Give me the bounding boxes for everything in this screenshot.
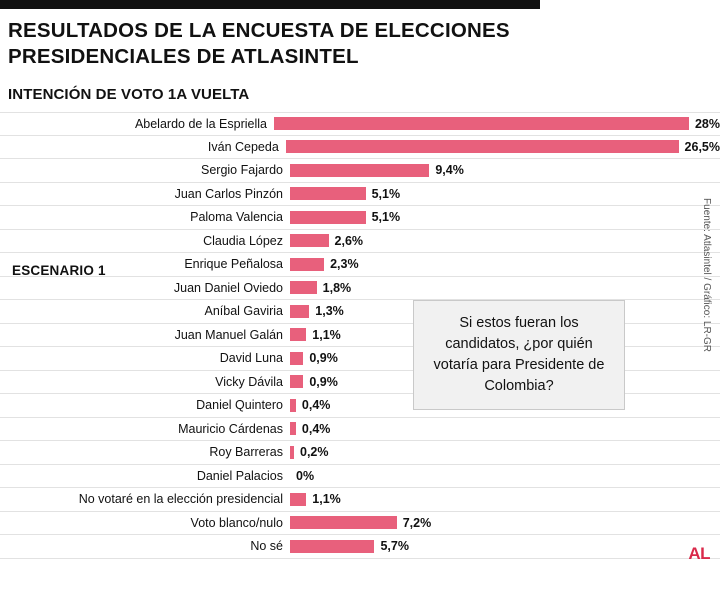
- category-label: Abelardo de la Espriella: [134, 116, 267, 131]
- category-label: David Luna: [219, 351, 283, 366]
- chart-row: [0, 488, 720, 512]
- category-label: No votaré en la elección presidencial: [78, 492, 283, 507]
- category-label: Juan Manuel Galán: [174, 327, 283, 342]
- chart-row: [0, 230, 720, 254]
- category-label: Daniel Quintero: [196, 398, 283, 413]
- category-label: Roy Barreras: [209, 445, 283, 460]
- value-label: 0,9%: [309, 351, 338, 366]
- value-label: 1,1%: [312, 327, 341, 342]
- category-label: Mauricio Cárdenas: [178, 421, 283, 436]
- callout-text: Si estos fueran los candidatos, ¿por quién votaría para Presidente de Colombia?: [433, 315, 605, 394]
- chart-row: [0, 112, 720, 136]
- page-title: RESULTADOS DE LA ENCUESTA DE ELECCIONES PRESIDENCIALES DE ATLASINTEL: [8, 19, 510, 68]
- value-label: 0,2%: [300, 445, 329, 460]
- chart-row: [0, 253, 720, 277]
- chart-row: [0, 136, 720, 160]
- bar: [290, 328, 306, 341]
- value-label: 2,6%: [334, 233, 364, 248]
- chart-row: [0, 441, 720, 465]
- value-label: 5,1%: [371, 210, 401, 225]
- chart-row: [0, 206, 720, 230]
- top-black-bar: [0, 0, 540, 9]
- category-label: Juan Daniel Oviedo: [173, 280, 283, 295]
- bar: [274, 117, 689, 130]
- bar: [290, 446, 294, 459]
- bar: [290, 234, 329, 247]
- chart-row: [0, 512, 720, 536]
- bar-track: [290, 488, 720, 511]
- category-label: Voto blanco/nulo: [190, 515, 283, 530]
- bar-track: [290, 465, 720, 488]
- bar-track: [290, 441, 720, 464]
- category-label: Enrique Peñalosa: [184, 257, 283, 272]
- bar: [290, 211, 366, 224]
- chart-row: [0, 418, 720, 442]
- value-label: 0,4%: [301, 421, 331, 436]
- bar-track: [286, 136, 720, 159]
- category-label: Iván Cepeda: [207, 139, 279, 154]
- value-label: 0,4%: [301, 398, 331, 413]
- bar: [286, 140, 679, 153]
- bar-track: [274, 113, 720, 135]
- value-label: 1,8%: [322, 280, 352, 295]
- bar: [290, 305, 309, 318]
- category-label: No sé: [250, 539, 283, 554]
- category-label: Vicky Dávila: [215, 374, 283, 389]
- value-label: 0%: [296, 468, 315, 483]
- category-label: Claudia López: [203, 233, 283, 248]
- bar-track: [290, 535, 720, 558]
- bar: [290, 164, 429, 177]
- category-label: Aníbal Gaviria: [204, 304, 283, 319]
- bar: [290, 352, 303, 365]
- bar: [290, 422, 296, 435]
- value-label: 7,2%: [402, 515, 432, 530]
- chart-subtitle: INTENCIÓN DE VOTO 1A VUELTA: [8, 86, 250, 103]
- bar: [290, 516, 397, 529]
- value-label: 1,1%: [312, 492, 341, 507]
- chart-row: [0, 183, 720, 207]
- bar-track: [290, 230, 720, 253]
- value-label: 2,3%: [330, 257, 359, 272]
- brand-logo: AL: [688, 544, 710, 563]
- callout-box: [413, 300, 625, 410]
- bar: [290, 187, 366, 200]
- chart-row: [0, 465, 720, 489]
- value-label: 28%: [694, 116, 720, 131]
- value-label: 26,5%: [684, 139, 720, 154]
- bar-track: [290, 206, 720, 229]
- value-label: 5,7%: [380, 539, 409, 554]
- bar: [290, 258, 324, 271]
- bar-track: [290, 418, 720, 441]
- bar: [290, 281, 317, 294]
- bar: [290, 493, 306, 506]
- category-label: Paloma Valencia: [190, 210, 283, 225]
- chart-row: [0, 535, 720, 559]
- category-label: Juan Carlos Pinzón: [174, 186, 283, 201]
- chart-row: [0, 277, 720, 301]
- bar-track: [290, 253, 720, 276]
- bar-track: [290, 159, 720, 182]
- bar: [290, 540, 374, 553]
- source-credit: Fuente: Atlasintel / Gráfico: LR-GR: [701, 198, 712, 352]
- category-label: Sergio Fajardo: [201, 163, 283, 178]
- bar-track: [290, 512, 720, 535]
- category-label: Daniel Palacios: [196, 468, 283, 483]
- bar: [290, 375, 303, 388]
- scenario-label: ESCENARIO 1: [12, 263, 106, 278]
- bar: [290, 399, 296, 412]
- value-label: 9,4%: [435, 163, 464, 178]
- value-label: 5,1%: [371, 186, 401, 201]
- bar-track: [290, 277, 720, 300]
- value-label: 1,3%: [315, 304, 344, 319]
- bar-track: [290, 183, 720, 206]
- value-label: 0,9%: [309, 374, 338, 389]
- chart-row: [0, 159, 720, 183]
